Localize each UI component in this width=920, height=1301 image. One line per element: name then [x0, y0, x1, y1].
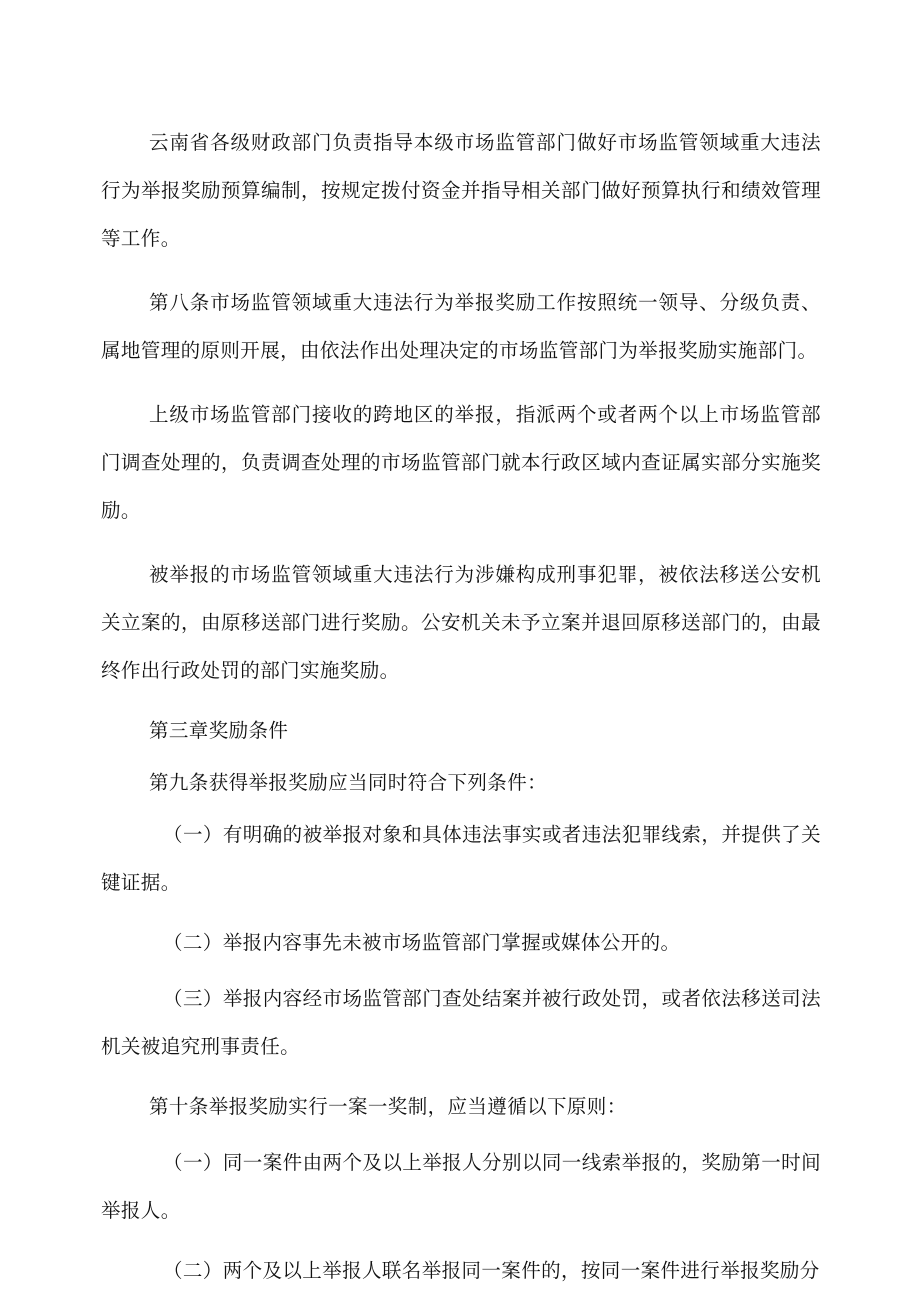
- chapter-3-heading: 第三章奖励条件: [149, 719, 289, 742]
- paragraph-cross-region-report: 上级市场监管部门接收的跨地区的举报，指派两个或者两个以上市场监管部门调查处理的，负责调查处理的市场监管部门就本行政区域内查证属实部分实施奖励。: [101, 403, 821, 522]
- paragraph-article-10: 第十条举报奖励实行一案一奖制，应当遵循以下原则：: [149, 1095, 627, 1118]
- condition-item-1: （一）有明确的被举报对象和具体违法事实或者违法犯罪线索，并提供了关键证据。: [101, 823, 821, 894]
- document-page: [101, 119, 821, 1295]
- principle-item-1: （一）同一案件由两个及以上举报人分别以同一线索举报的，奖励第一时间举报人。: [101, 1151, 821, 1222]
- condition-item-2: （二）举报内容事先未被市场监管部门掌握或媒体公开的。: [163, 931, 681, 954]
- paragraph-finance-responsibility: 云南省各级财政部门负责指导本级市场监管部门做好市场监管领域重大违法行为举报奖励预算编制，按规定拨付资金并指导相关部门做好预算执行和绩效管理等工作。: [101, 131, 821, 250]
- paragraph-criminal-transfer: 被举报的市场监管领域重大违法行为涉嫌构成刑事犯罪，被依法移送公安机关立案的，由原移送部门进行奖励。公安机关未予立案并退回原移送部门的，由最终作出行政处罚的部门实施奖励。: [101, 563, 821, 682]
- principle-item-2: （二）两个及以上举报人联名举报同一案件的，按同一案件进行举报奖励分: [163, 1259, 820, 1282]
- condition-item-3: （三）举报内容经市场监管部门查处结案并被行政处罚，或者依法移送司法机关被追究刑事责任。: [101, 987, 821, 1058]
- paragraph-article-9: 第九条获得举报奖励应当同时符合下列条件：: [149, 771, 548, 794]
- paragraph-article-8: 第八条市场监管领域重大违法行为举报奖励工作按照统一领导、分级负责、属地管理的原则开展，由依法作出处理决定的市场监管部门为举报奖励实施部门。: [101, 291, 821, 362]
